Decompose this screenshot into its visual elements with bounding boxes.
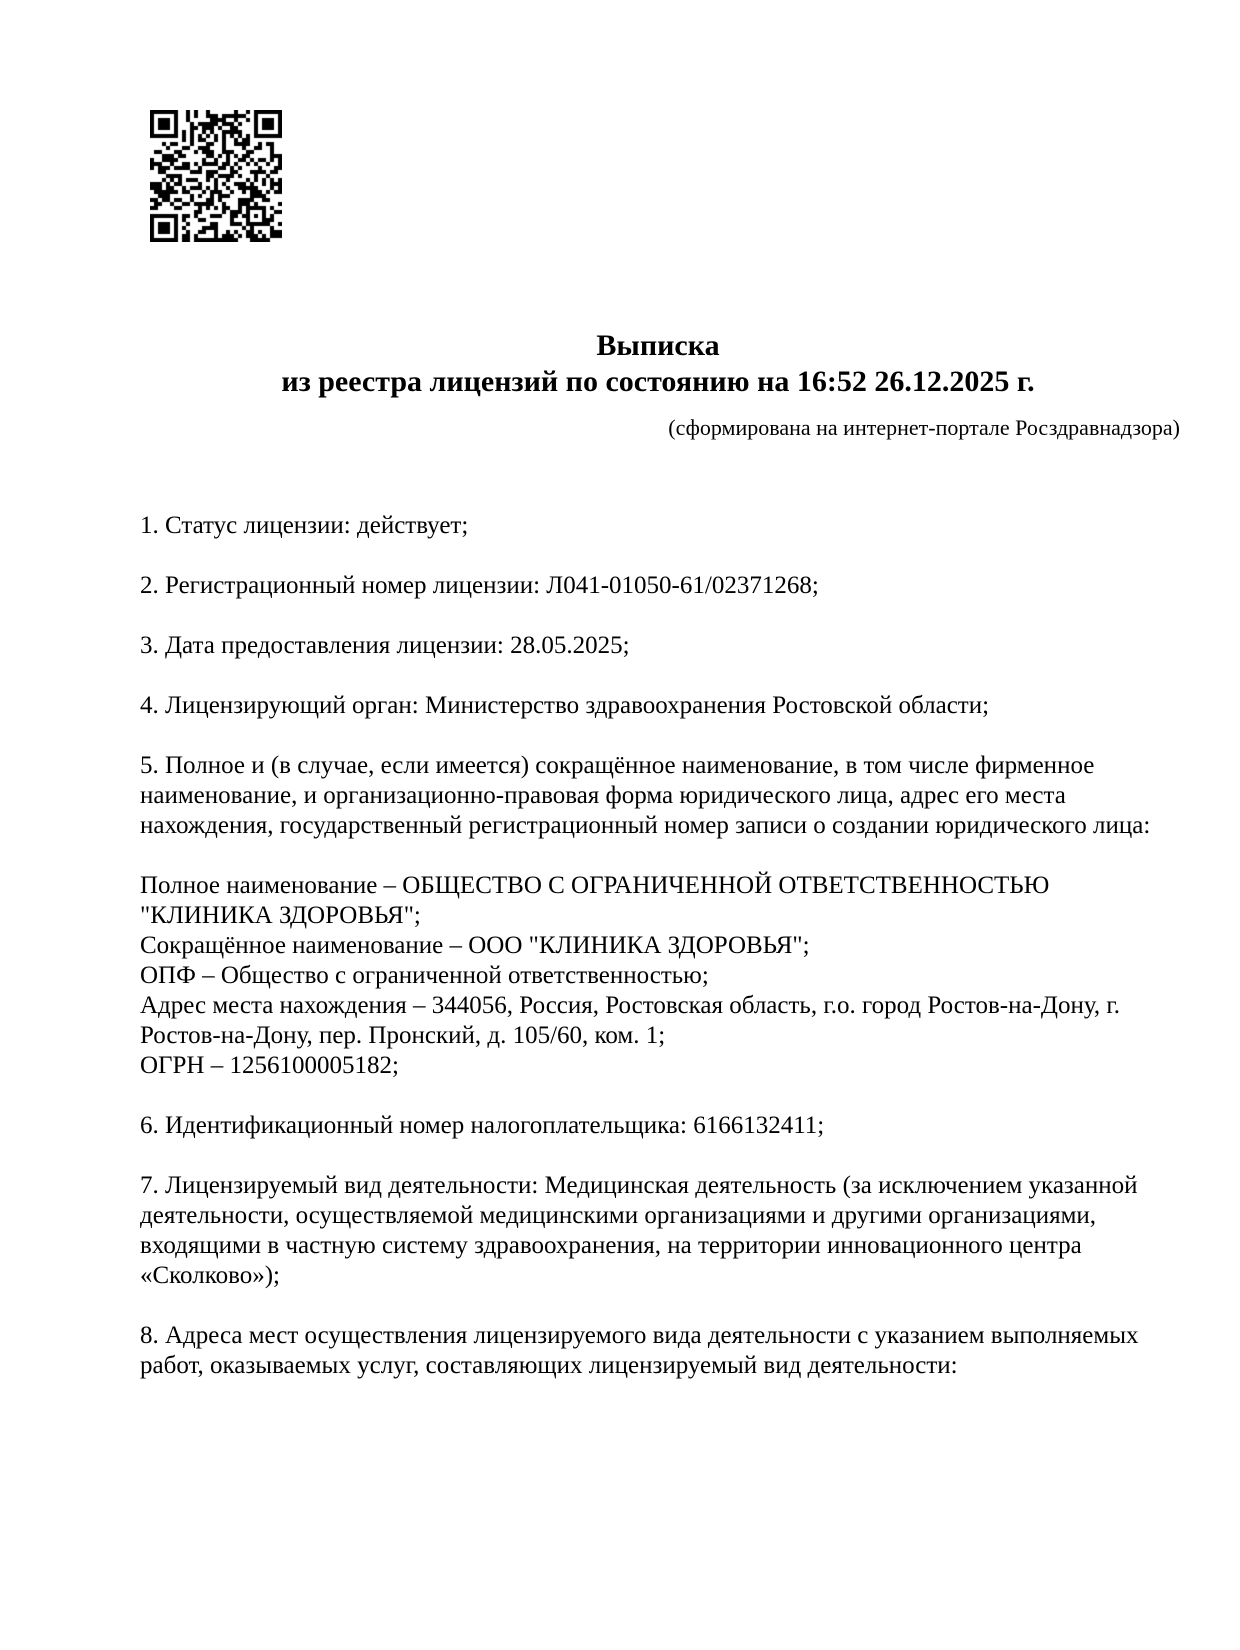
- paragraph: [140, 1111, 1185, 1141]
- text-line: нахождения, государственный регистрационный номер записи о создании юридического лица:: [140, 812, 1151, 839]
- document-body: [140, 511, 1185, 1411]
- paragraph: [140, 631, 1185, 661]
- text-line: 4. Лицензирующий орган: Министерство здравоохранения Ростовской области;: [140, 692, 990, 719]
- paragraph: [140, 691, 1185, 721]
- text-line: Адрес места нахождения – 344056, Россия, Ростовская область, г.о. город Ростов-на-Дону, г.: [140, 992, 1121, 1019]
- text-line: деятельности, осуществляемой медицинскими организациями и другими организациями,: [140, 1202, 1097, 1229]
- text-line: Ростов-на-Дону, пер. Пронский, д. 105/60, ком. 1;: [140, 1022, 666, 1049]
- paragraph: [140, 871, 1185, 1081]
- paragraph: [140, 511, 1185, 541]
- text-line: 7. Лицензируемый вид деятельности: Медицинская деятельность (за исключением указанной: [140, 1172, 1138, 1199]
- paragraph: [140, 751, 1185, 841]
- text-line: входящими в частную систему здравоохранения, на территории инновационного центра: [140, 1232, 1082, 1259]
- text-line: наименование, и организационно-правовая форма юридического лица, адрес его места: [140, 782, 1066, 809]
- text-line: 1. Статус лицензии: действует;: [140, 512, 469, 539]
- text-line: ОПФ – Общество с ограниченной ответственностью;: [140, 962, 709, 989]
- document-title: [140, 328, 1176, 400]
- text-line: «Сколково»);: [140, 1262, 280, 1289]
- text-line: 2. Регистрационный номер лицензии: Л041-01050-61/02371268;: [140, 572, 819, 599]
- text-line: 5. Полное и (в случае, если имеется) сокращённое наименование, в том числе фирменное: [140, 752, 1095, 779]
- title-line-2: из реестра лицензий по состоянию на 16:52 26.12.2025 г.: [281, 365, 1035, 398]
- paragraph: [140, 1171, 1185, 1291]
- qr-code: [150, 110, 282, 242]
- text-line: Полное наименование – ОБЩЕСТВО С ОГРАНИЧЕННОЙ ОТВЕТСТВЕННОСТЬЮ: [140, 872, 1050, 899]
- text-line: 6. Идентификационный номер налогоплательщика: 6166132411;: [140, 1112, 825, 1139]
- text-line: работ, оказываемых услуг, составляющих лицензируемый вид деятельности:: [140, 1352, 958, 1379]
- text-line: Сокращённое наименование – ООО "КЛИНИКА ЗДОРОВЬЯ";: [140, 932, 810, 959]
- paragraph: [140, 571, 1185, 601]
- text-line: ОГРН – 1256100005182;: [140, 1052, 399, 1079]
- text-line: "КЛИНИКА ЗДОРОВЬЯ";: [140, 902, 421, 929]
- paragraph: [140, 1321, 1185, 1381]
- title-line-1: Выписка: [596, 329, 720, 362]
- text-line: 3. Дата предоставления лицензии: 28.05.2025;: [140, 632, 630, 659]
- text-line: 8. Адреса мест осуществления лицензируемого вида деятельности с указанием выполняемых: [140, 1322, 1139, 1349]
- document-subtitle: (сформирована на интернет-портале Росздравнадзора): [668, 415, 1180, 440]
